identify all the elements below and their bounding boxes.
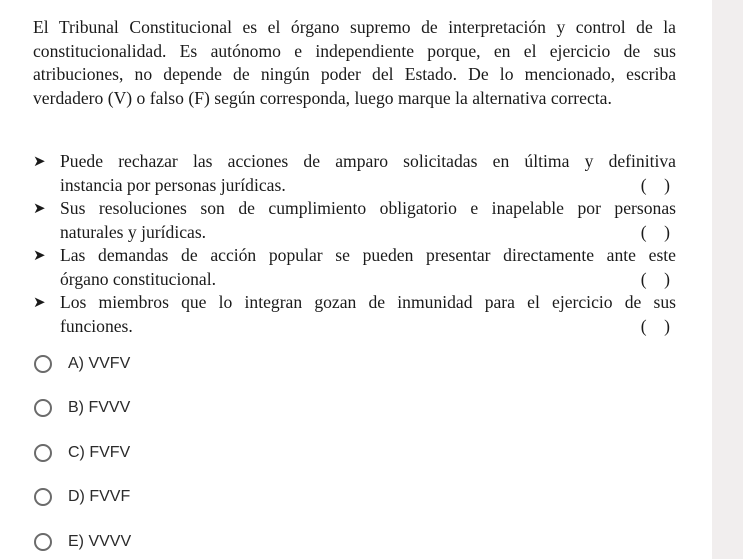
radio-button[interactable]	[34, 355, 52, 373]
answer-box: ( )	[640, 221, 670, 242]
option-label[interactable]: E) VVVV	[68, 533, 132, 550]
answer-box: ( )	[640, 268, 670, 289]
statement-text-line1: Puede rechazar las acciones de amparo solicitadas en última y definitiva	[60, 151, 676, 171]
statement-item	[33, 291, 676, 338]
answer-box: ( )	[640, 174, 670, 195]
option-e[interactable]	[34, 531, 131, 553]
arrow-bullet-icon: ➤	[33, 199, 46, 217]
statement-item	[33, 197, 676, 244]
statement-text-line2: funciones.	[60, 315, 133, 336]
option-label[interactable]: C) FVFV	[68, 444, 131, 461]
option-c[interactable]	[34, 442, 130, 464]
arrow-bullet-icon: ➤	[33, 152, 46, 170]
radio-button[interactable]	[34, 488, 52, 506]
radio-button[interactable]	[34, 399, 52, 417]
option-d[interactable]	[34, 486, 130, 508]
statement-text-line1: Sus resoluciones son de cumplimiento obligatorio e inapelable por personas	[60, 198, 676, 218]
statement-text-line2: naturales y jurídicas.	[60, 221, 207, 242]
option-a[interactable]	[34, 353, 130, 375]
statement-text-line2: instancia por personas jurídicas.	[60, 174, 286, 195]
statement-text-line2: órgano constitucional.	[60, 268, 217, 289]
option-label[interactable]: B) FVVV	[68, 399, 131, 416]
arrow-bullet-icon: ➤	[33, 246, 46, 264]
answer-box: ( )	[640, 315, 670, 336]
statement-text-line1: Los miembros que lo integran gozan de inmunidad para el ejercicio de sus	[60, 292, 676, 312]
statement-text-line1: Las demandas de acción popular se pueden presentar directamente ante este	[60, 245, 676, 265]
option-b[interactable]	[34, 397, 130, 419]
question-text: El Tribunal Constitucional es el órgano supremo de interpretación y control de la constitucionalidad. Es autónomo e independiente porque, en el ejercicio de sus atribuciones, no depende de ningún poder del Estado. De lo mencionado, escriba verdadero (V) o falso (F) según corresponda, luego marque la alternativa correcta.	[33, 17, 676, 108]
statement-item	[33, 244, 676, 291]
statement-item	[33, 150, 676, 197]
option-label[interactable]: D) FVVF	[68, 488, 131, 505]
radio-button[interactable]	[34, 444, 52, 462]
option-label[interactable]: A) VVFV	[68, 355, 131, 372]
arrow-bullet-icon: ➤	[33, 293, 46, 311]
radio-button[interactable]	[34, 533, 52, 551]
